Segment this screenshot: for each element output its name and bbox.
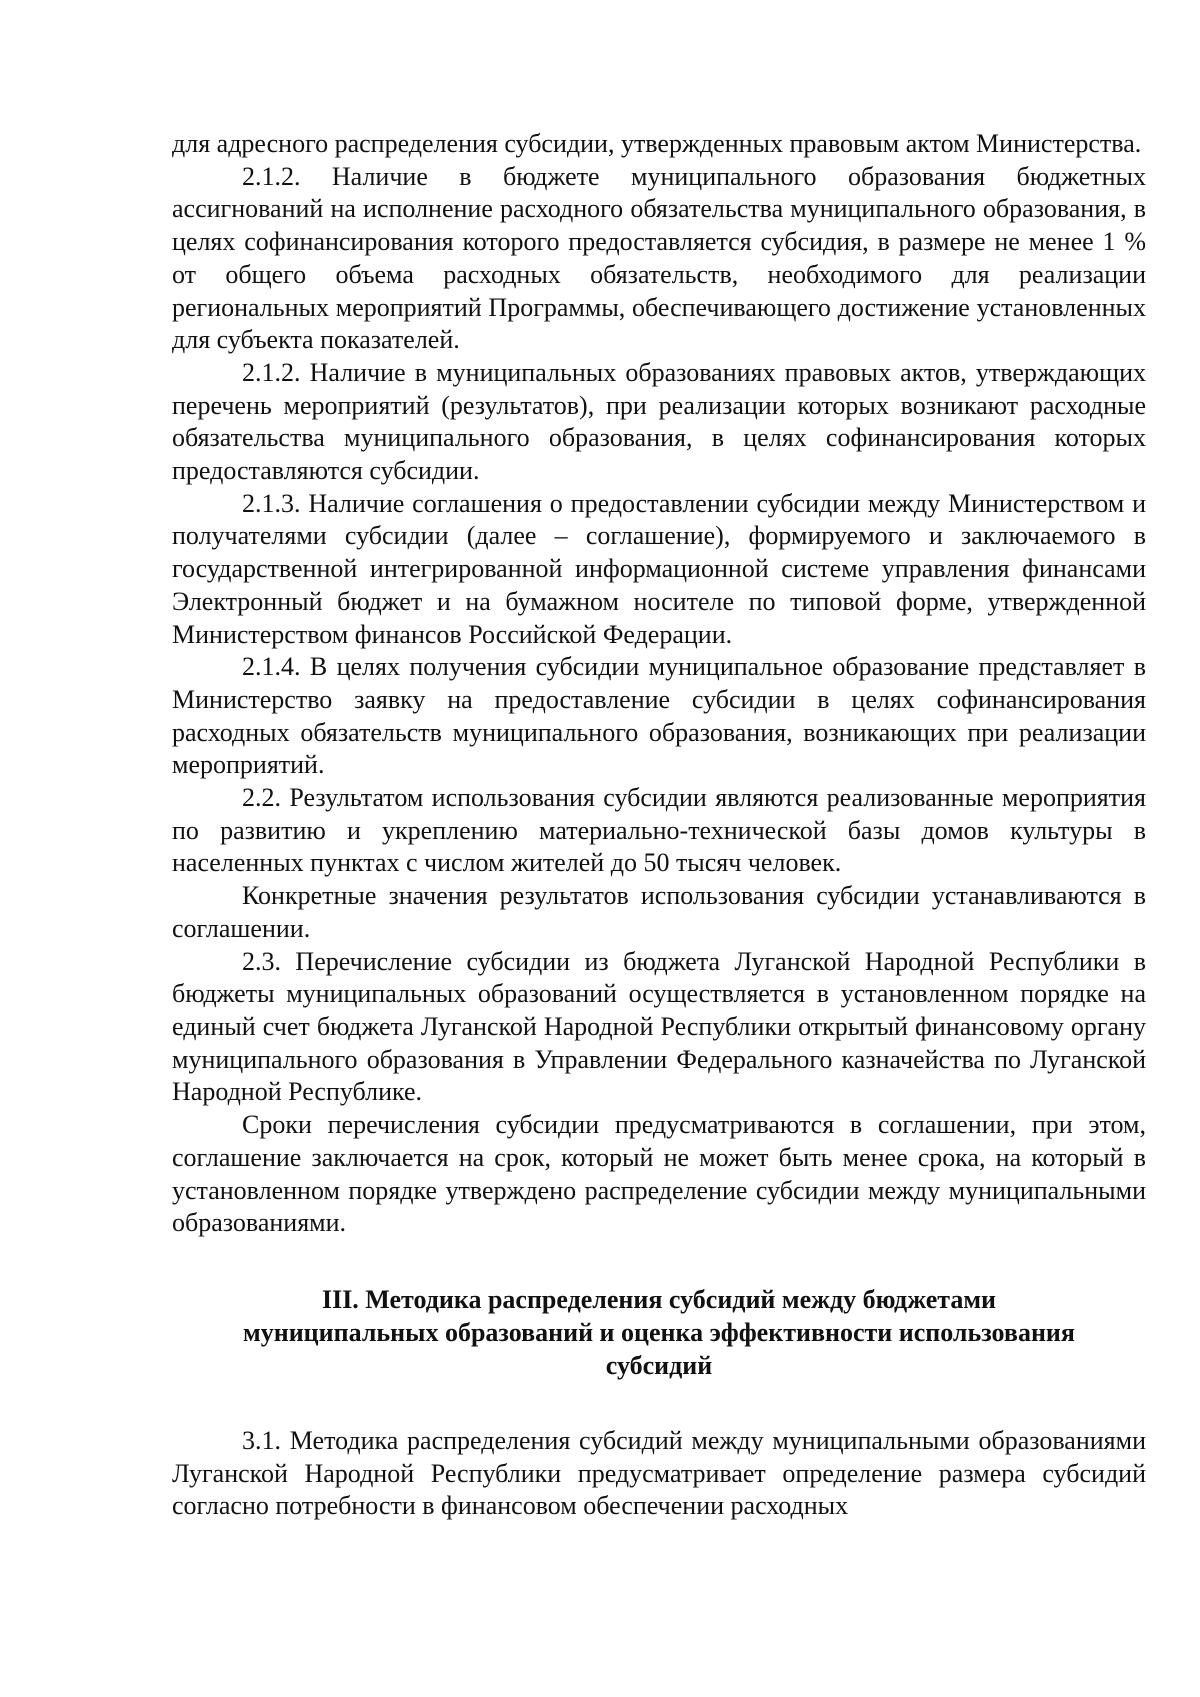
paragraph-2-1-2-budget: 2.1.2. Наличие в бюджете муниципального образования бюджетных ассигнований на исполнение расходного обязательства муниципального образования, в целях софинансирования которого предоставляется субсидия, в размере не менее 1 % от общего объема расходных обязательств, необходимого для реализации региональных мероприятий Программы, обеспечивающего достижение установленных для субъекта показателей.	[172, 161, 1146, 355]
section-heading: III. Методика распределения субсидий между бюджетами муниципальных образований и оценка эффективности использования субсидий	[243, 1284, 1075, 1380]
paragraph-2-2-values: Конкретные значения результатов использования субсидии устанавливаются в соглашении.	[172, 881, 1146, 943]
paragraph-2-1-3: 2.1.3. Наличие соглашения о предоставлении субсидии между Министерством и получателями субсидии (далее – соглашение), формируемого и заключаемого в государственной интегрированной информационной системе управления финансами Электронный бюджет и на бумажном носителе по типовой форме, утвержденной Министерством финансов Российской Федерации.	[172, 488, 1146, 649]
paragraph-2-1-2-legal-acts: 2.1.2. Наличие в муниципальных образованиях правовых актов, утверждающих перечень мероприятий (результатов), при реализации которых возникают расходные обязательства муниципального образования, в целях софинансирования которых предоставляются субсидии.	[172, 357, 1146, 486]
document-page	[172, 128, 1146, 1523]
paragraph-2-2: 2.2. Результатом использования субсидии являются реализованные мероприятия по развитию и укреплению материально-технической базы домов культуры в населенных пунктах с числом жителей до 50 тысяч человек.	[172, 783, 1146, 878]
paragraph-2-1-4: 2.1.4. В целях получения субсидии муниципальное образование представляет в Министерство заявку на предоставление субсидии в целях софинансирования расходных обязательств муниципального образования, возникающих при реализации мероприятий.	[172, 652, 1146, 780]
paragraph-2-3-terms: Сроки перечисления субсидии предусматриваются в соглашении, при этом, соглашение заключается на срок, который не может быть менее срока, на который в установленном порядке утверждено распределение субсидии между муниципальными образованиями.	[172, 1110, 1146, 1238]
paragraph-continuation: для адресного распределения субсидии, утвержденных правовым актом Министерства.	[172, 129, 1142, 158]
paragraph-3-1: 3.1. Методика распределения субсидий между муниципальными образованиями Луганской Народной Республики предусматривает определение размера субсидий согласно потребности в финансовом обеспечении расходных	[172, 1425, 1146, 1521]
paragraph-2-3: 2.3. Перечисление субсидии из бюджета Луганской Народной Республики в бюджеты муниципальных образований осуществляется в установленном порядке на единый счет бюджета Луганской Народной Республики открытый финансовому органу муниципального образования в Управлении Федерального казначейства по Луганской Народной Республике.	[172, 946, 1146, 1107]
